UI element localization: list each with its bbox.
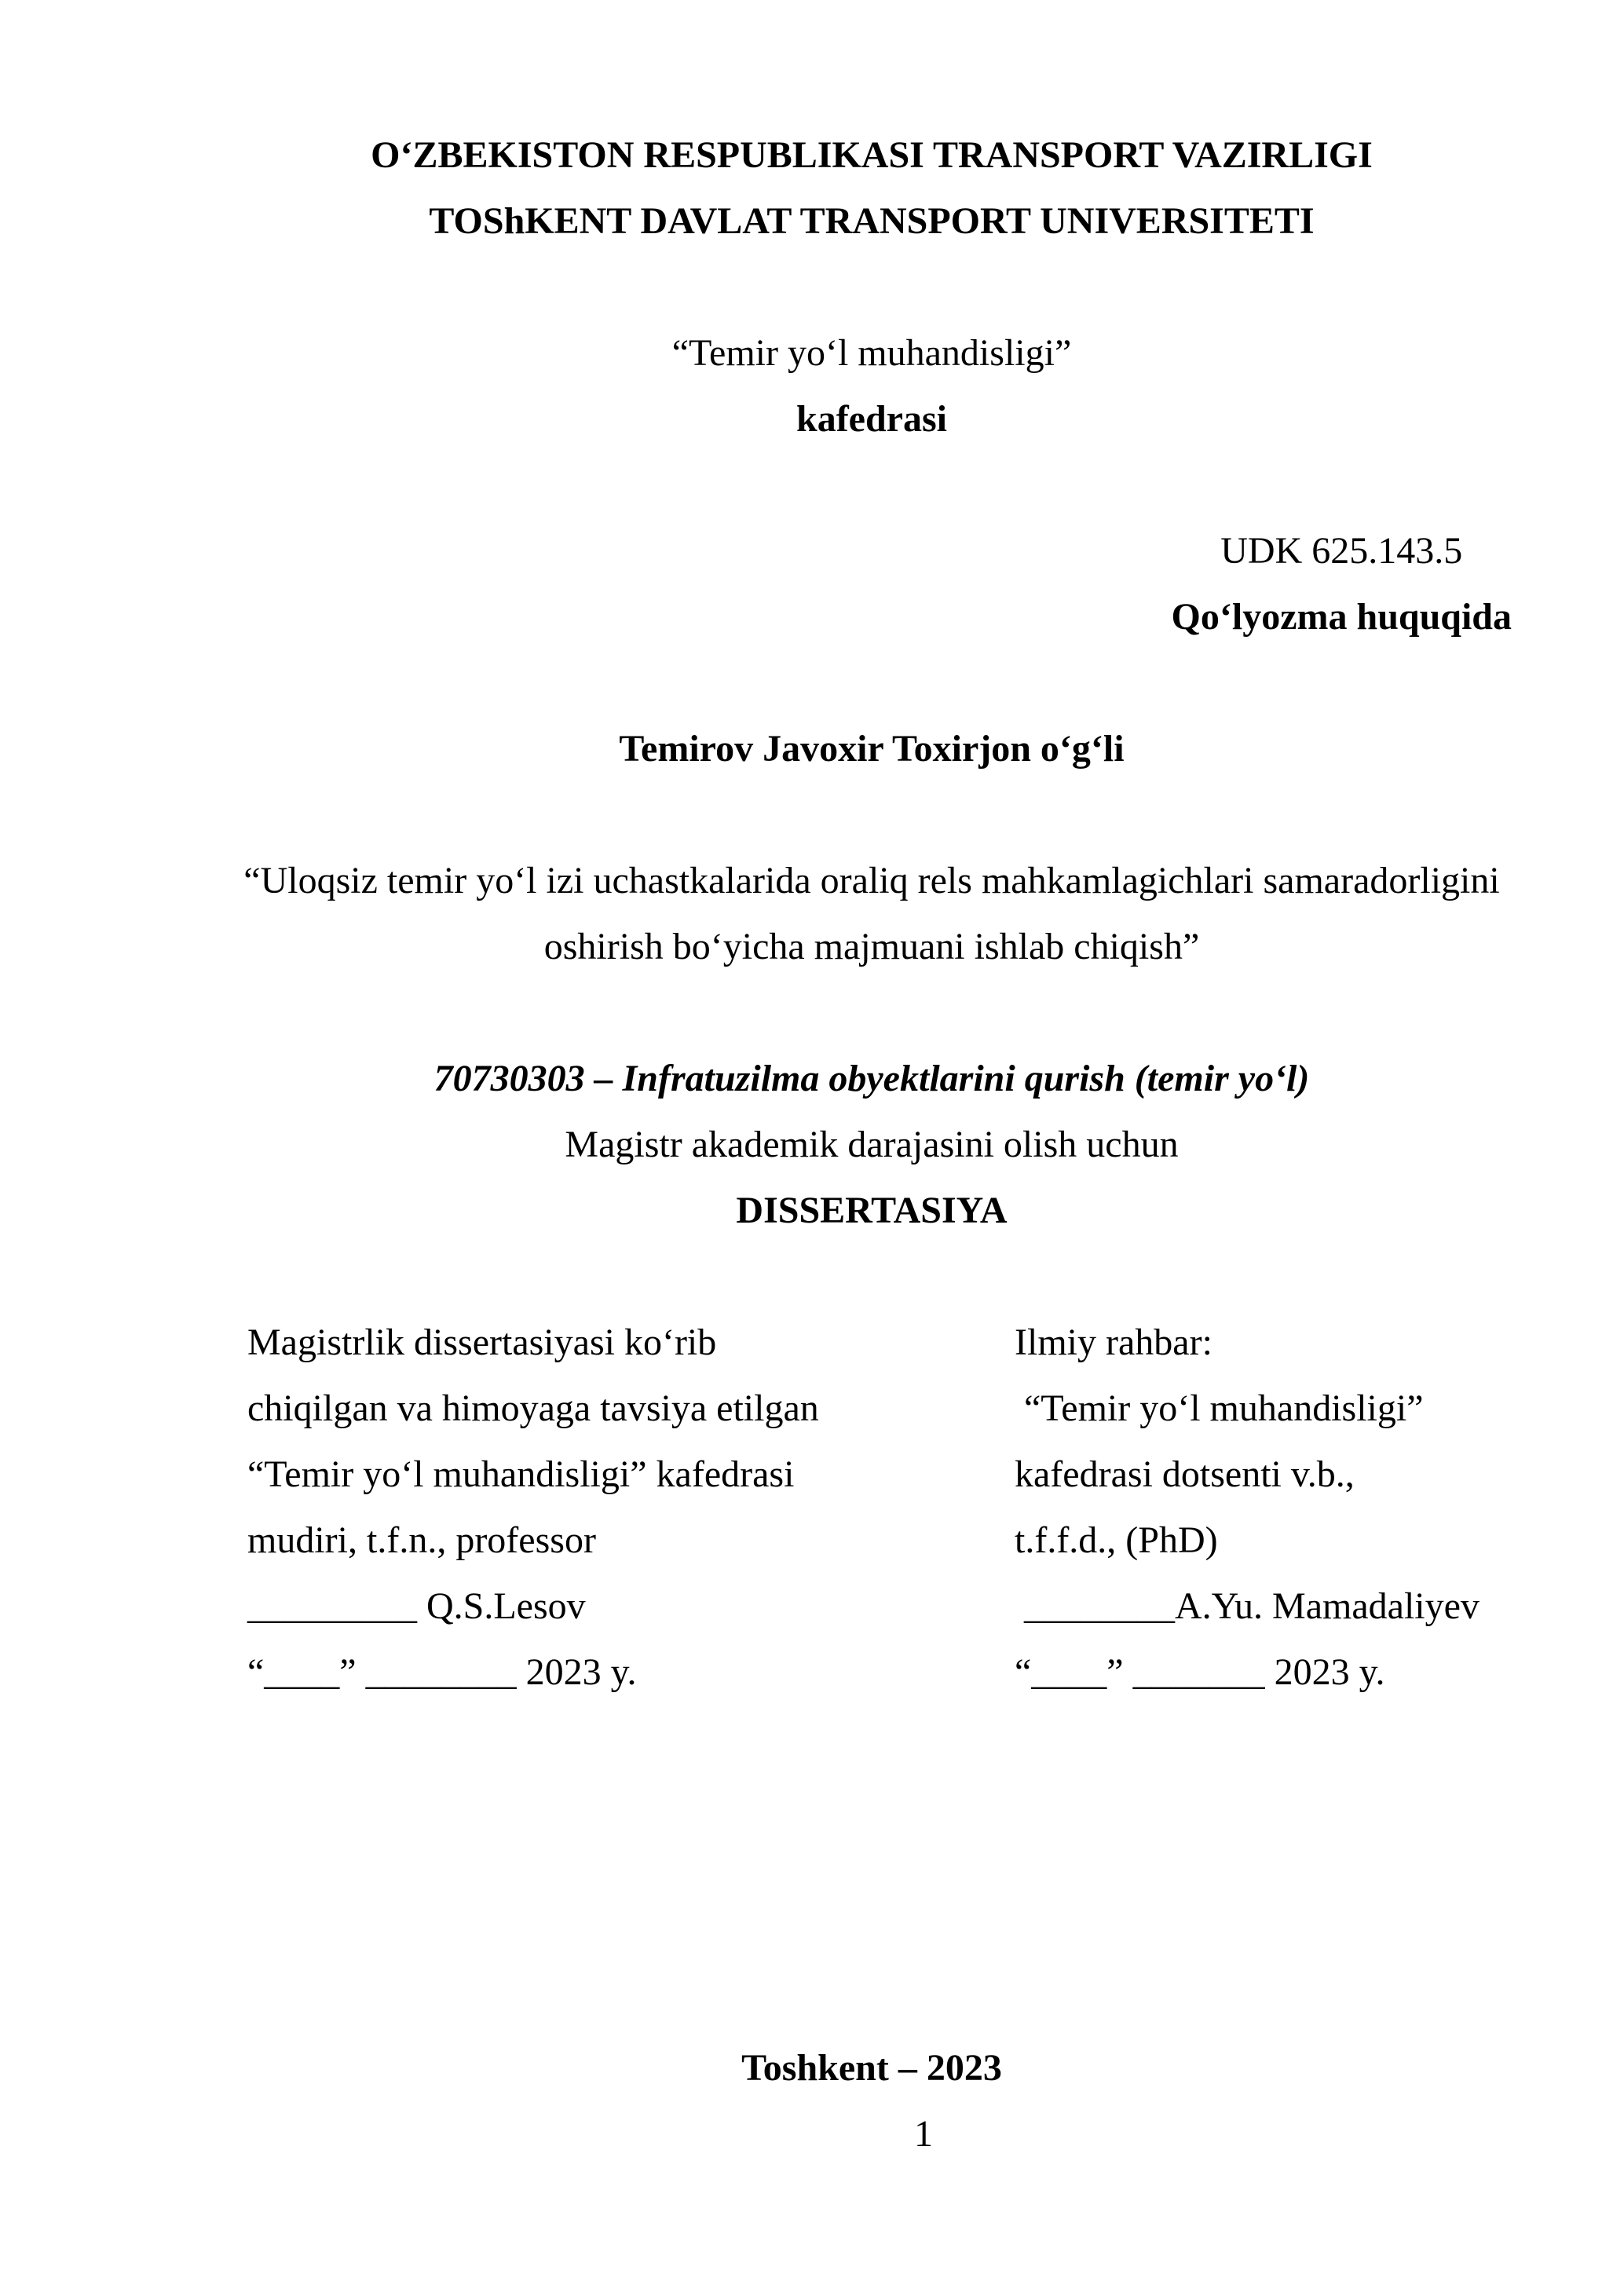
- approval-right-line: kafedrasi dotsenti v.b.,: [1015, 1453, 1355, 1495]
- manuscript-inner: [1172, 518, 1512, 650]
- document-type: DISSERTASIYA: [736, 1190, 1008, 1231]
- approval-right-column: [1015, 1310, 1512, 1706]
- spacer: [232, 1771, 1512, 1837]
- city-year: Toshkent – 2023: [741, 2047, 1002, 2089]
- department-word: kafedrasi: [796, 398, 947, 440]
- spacer: [232, 782, 1512, 848]
- ministry-title: O‘ZBEKISTON RESPUBLIKASI TRANSPORT VAZIRLIGI: [371, 134, 1373, 176]
- approval-left-line: mudiri, t.f.n., professor: [247, 1519, 596, 1561]
- manuscript-note: Qo‘lyozma huquqida: [1171, 596, 1512, 638]
- approval-left-signature-line: _________ Q.S.Lesov: [247, 1585, 586, 1627]
- approval-section: [232, 1310, 1512, 1706]
- approval-right-line: Ilmiy rahbar:: [1015, 1322, 1213, 1363]
- page-number: 1: [914, 2113, 933, 2155]
- spacer: [232, 650, 1512, 716]
- spacer: [232, 1837, 1512, 1903]
- dissertation-title-line1: “Uloqsiz temir yo‘l izi uchastkalarida oraliq rels mahkamlagichlari samaradorligini: [243, 860, 1500, 901]
- university-title: TOShKENT DAVLAT TRANSPORT UNIVERSITETI: [429, 200, 1315, 242]
- approval-left-line: chiqilgan va himoyaga tavsiya etilgan: [247, 1387, 819, 1429]
- approval-right-line: “Temir yo‘l muhandisligi”: [1015, 1387, 1424, 1429]
- spacer: [232, 980, 1512, 1046]
- manuscript-block: [232, 518, 1512, 650]
- approval-right-date-line: “____” _______ 2023 y.: [1015, 1651, 1385, 1693]
- udk-code: UDK 625.143.5: [1220, 530, 1463, 572]
- department-name: “Temir yo‘l muhandisligi”: [671, 332, 1072, 374]
- author-name: Temirov Javoxir Toxirjon o‘g‘li: [619, 728, 1125, 770]
- spacer: [232, 1903, 1512, 1969]
- spacer: [232, 452, 1512, 518]
- dissertation-title-line2: oshirish bo‘yicha majmuani ishlab chiqish”: [543, 926, 1200, 967]
- approval-right-signature-line: ________A.Yu. Mamadaliyev: [1015, 1585, 1480, 1627]
- degree-line: Magistr akademik darajasini olish uchun: [565, 1124, 1179, 1165]
- approval-right-line: t.f.f.d., (PhD): [1015, 1519, 1218, 1561]
- spacer: [232, 254, 1512, 320]
- approval-left-date-line: “____” ________ 2023 y.: [247, 1651, 637, 1693]
- speciality-code: 70730303 – Infratuzilma obyektlarini qurish (temir yo‘l): [433, 1058, 1310, 1099]
- approval-left-line: Magistrlik dissertasiyasi ko‘rib: [247, 1322, 717, 1363]
- spacer: [232, 1244, 1512, 1310]
- approval-left-column: [232, 1310, 1015, 1706]
- spacer: [232, 1706, 1512, 1771]
- approval-left-line: “Temir yo‘l muhandisligi” kafedrasi: [247, 1453, 795, 1495]
- spacer: [232, 1969, 1512, 2035]
